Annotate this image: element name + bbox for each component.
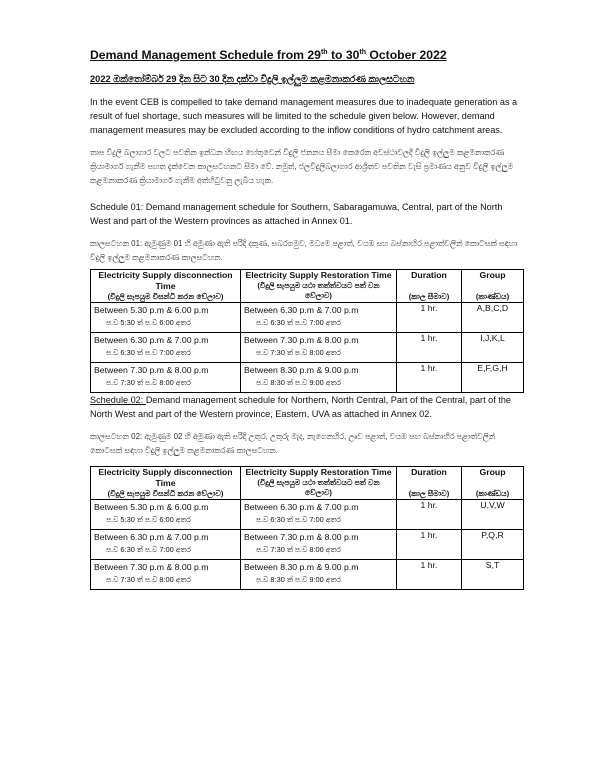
schedule-1-heading: Schedule 01: Demand management schedule for Southern, Sabaragamuwa, Central, part of the North West and part of the Western provinces as attached in Annex 01. [90, 202, 503, 226]
schedule-1-heading-sinhala: කාලසටහන 01: ඇමුණුම 01 හි අමුණා ඇති පරිදි දකුණ, සබරගමුව, මධ්‍යම පළාත්, වයඹ සහ බස්නාහිර පළාත්වලින් කොටසක් සඳහා විදුලි ඉල්ලුම කළමනාකරණ කාලසටහන. [90, 239, 518, 262]
schedule-2-heading-sinhala: කාලසටහන 02: ඇමුණුම 02 හි අමුණා ඇති පරිදි උතුර, උතුරු මැද, නැගෙනහිර, ඌව පළාත්, වයඹ සහ බස්නාහිර පළාත්වලින් කොටසක් සඳහා විදුලි ඉල්ලුම කළමනාකරණ කාලසටහන. [90, 432, 496, 455]
header-disconnection: Electricity Supply disconnection Time (විදුලි සැපයුම විසන්ධි කරන වේලාව) [91, 270, 241, 303]
intro-paragraph-english: In the event CEB is compelled to take demand management measures due to inadequate generation as a result of fuel shortage, such measures will be limited to the schedule given below. However, demand management measures may be excluded according to the inflow conditions of hydro catchment areas. [90, 97, 518, 135]
header-restoration: Electricity Supply Restoration Time (විදුලි සැපයුම යථා තත්ත්වයට පත් වන වේලාව) [241, 467, 397, 500]
table-row: Between 6.30 p.m & 7.00 p.m ප.ව 6:30 ත් ප.ව 7:00 අතර Between 7.30 p.m & 8.00 p.m ප.ව 7:30 ත් ප.ව 8:00 අතර 1 hr. I,J,K,L [91, 333, 524, 363]
header-group: Group (කාණ්ඩය) [462, 270, 524, 303]
header-group: Group (කාණ්ඩය) [462, 467, 524, 500]
header-duration: Duration (කාල සීමාව) [397, 270, 462, 303]
header-disconnection: Electricity Supply disconnection Time (විදුලි සැපයුම විසන්ධි කරන වේලාව) [91, 467, 241, 500]
schedule-2-table [90, 466, 524, 590]
table-row: Between 5.30 p.m & 6.00 p.m ප.ව 5:30 ත් ප.ව 6:00 අතර Between 6.30 p.m & 7.00 p.m ප.ව 6:30 ත් ප.ව 7:00 අතර 1 hr. U,V,W [91, 500, 524, 530]
table-row: Between 7.30 p.m & 8.00 p.m ප.ව 7:30 ත් ප.ව 8:00 අතර Between 8.30 p.m & 9.00 p.m ප.ව 8:30 ත් ප.ව 9:00 අතර 1 hr. S,T [91, 560, 524, 590]
header-duration: Duration (කාල සීමාව) [397, 467, 462, 500]
table-row: Between 6.30 p.m & 7.00 p.m ප.ව 6:30 ත් ප.ව 7:00 අතර Between 7.30 p.m & 8.00 p.m ප.ව 7:30 ත් ප.ව 8:00 අතර 1 hr. P,Q,R [91, 530, 524, 560]
table-row: Between 7.30 p.m & 8.00 p.m ප.ව 7:30 ත් ප.ව 8:00 අතර Between 8.30 p.m & 9.00 p.m ප.ව 8:30 ත් ප.ව 9:00 අතර 1 hr. E,F,G,H [91, 363, 524, 393]
page-title: Demand Management Schedule from 29th to 30th October 2022 [90, 48, 447, 62]
table-row: Between 5.30 p.m & 6.00 p.m ප.ව 5:30 ත් ප.ව 6:00 අතර Between 6.30 p.m & 7.00 p.m ප.ව 6:30 ත් ප.ව 7:00 අතර 1 hr. A,B,C,D [91, 303, 524, 333]
page-subtitle-sinhala: 2022 ඔක්තෝම්බර් 29 දින සිට 30 දින දක්වා විදුලි ඉල්ලුම කළමනාකරණ කාලසටහන [90, 74, 415, 84]
intro-paragraph-sinhala: තාප විදුලි බලාගාර වලට පවතින ඉන්ධන හිඟය හේතුවෙන් විදුලි ජනනය සීමා කෙරෙන අවස්ථාවලදී විදුලි ඉල්ලුම කළමනාකරණ ක්‍රියාමාර්ග ගැනීම පහත දැක්වෙන කාලසටහනට සීමා වේ. නමුත්, ජලවිදුලිබලාගාර ආශ්‍රිතව පවතින වැසි ප්‍රමාණය අනුව විදුලි ඉල්ලුම කළමනාකරණ ක්‍රියාමාර්ග ගැනීම අත්හිටුවනු ලැබිය හැක. [90, 148, 514, 185]
table-header-row [91, 270, 524, 303]
table-header-row [91, 467, 524, 500]
document-page [90, 48, 522, 590]
schedule-1-table [90, 269, 524, 393]
header-restoration: Electricity Supply Restoration Time (විදුලි සැපයුම යථා තත්ත්වයට පත් වන වේලාව) [241, 270, 397, 303]
schedule-2-heading: Schedule 02: Demand management schedule for Northern, North Central, Part of the Central, part of the North West and part of the Western province, Eastern, UVA as attached in Annex 02. [90, 395, 511, 419]
